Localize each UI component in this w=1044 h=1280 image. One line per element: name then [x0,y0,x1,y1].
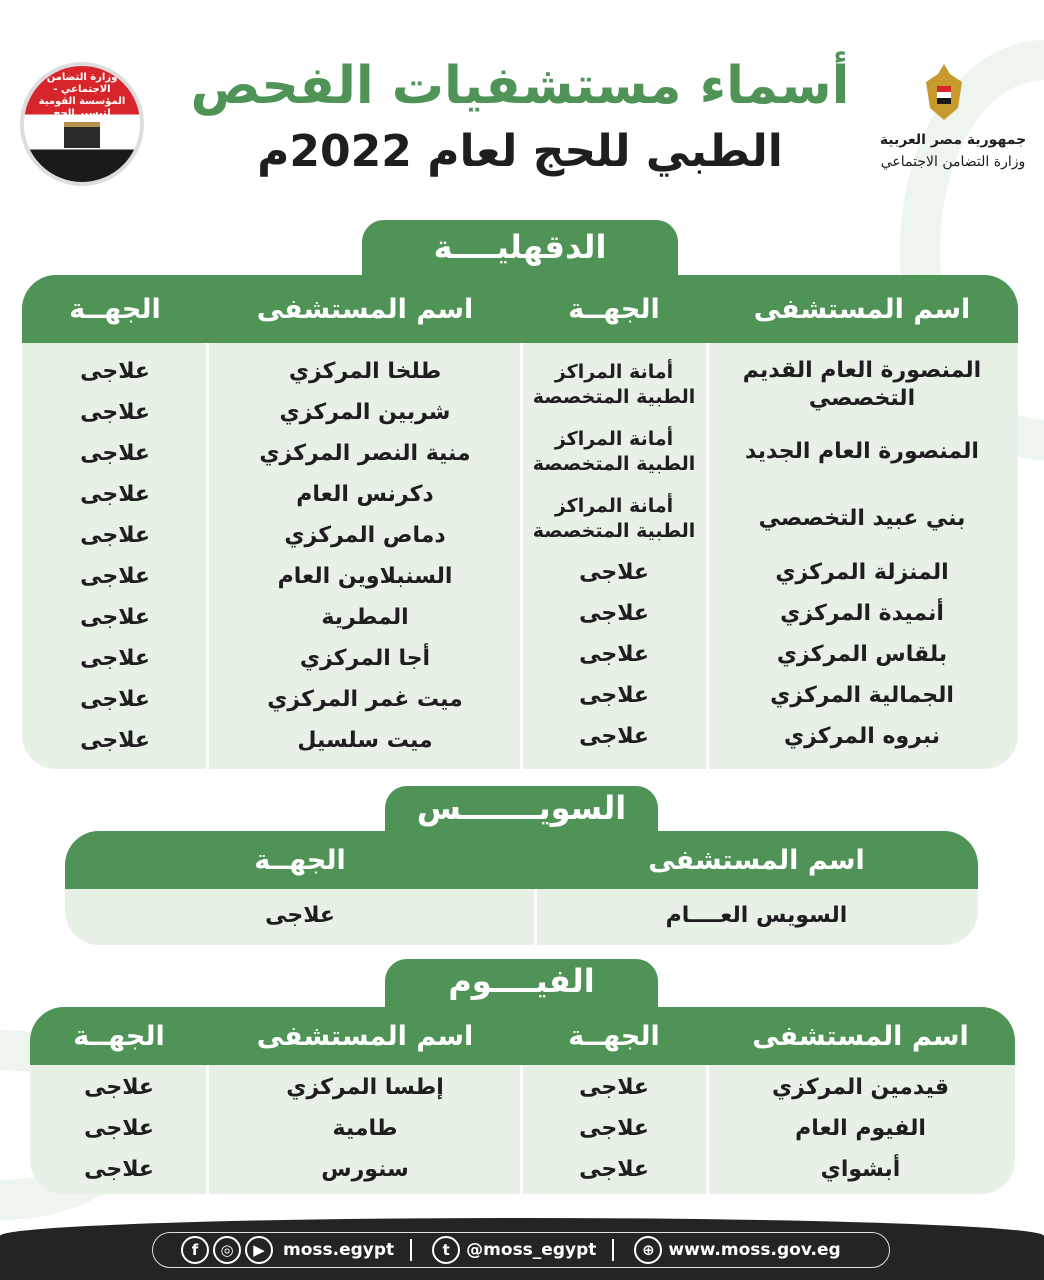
table-header [30,1007,1015,1065]
globe-icon[interactable]: ⊕ [634,1236,662,1264]
entity-cell: علاجى [80,440,150,466]
header-hospital: اسم المستشفى [256,1020,474,1052]
entity-cell: علاجى [80,563,150,589]
entity-cell: علاجى [579,1074,649,1100]
table-row [522,552,1018,593]
table-row [22,392,522,433]
table-row [22,515,522,556]
hospital-name-cell: أبشواي [820,1156,901,1182]
entity-cell: علاجى [265,903,335,929]
header-entity: الجهــة [73,1020,165,1052]
entity-cell: علاجى [579,559,649,585]
hospital-name-cell: السويس العــــام [665,903,848,929]
table-row [522,1108,1015,1149]
social-bar [152,1232,890,1268]
suez-table [65,831,978,945]
hospital-name-cell: منية النصر المركزي [259,440,471,466]
hospital-name-cell: دكرنس العام [296,481,434,507]
hospital-name-cell: إطسا المركزي [286,1074,444,1100]
entity-cell: علاجى [579,641,649,667]
table-row [522,634,1018,675]
hajj-foundation-logo [20,62,144,186]
entity-cell: علاجى [80,399,150,425]
hospital-name-cell: أجا المركزي [299,645,431,671]
hospital-name-cell: المنصورة العام الجديد [745,438,979,464]
entity-cell: علاجى [80,481,150,507]
entity-cell: علاجى [80,686,150,712]
header-entity: الجهــة [568,1020,660,1052]
table-row [30,1149,522,1190]
header-hospital: اسم المستشفى [752,1020,969,1052]
hospital-name-cell: سنورس [321,1156,409,1182]
entity-cell: علاجى [579,723,649,749]
hospital-name-cell: بلقاس المركزي [776,641,948,667]
table-row [22,679,522,720]
table-row [22,638,522,679]
logo-lettering: وزارة التضامن الاجتماعي - المؤسسة القومية لتيسير الحج [38,72,126,119]
entity-cell: علاجى [84,1115,154,1141]
entity-cell: علاجى [84,1156,154,1182]
hospital-name-cell: بني عبيد التخصصي [758,505,966,531]
section-tab-suez: السويـــــــس [385,786,658,836]
divider [410,1239,412,1261]
website-link[interactable]: www.moss.gov.eg [668,1240,841,1260]
section-tab-fayoum: الفيــــوم [385,959,658,1009]
table-row [522,675,1018,716]
hospital-name-cell: الفيوم العام [795,1115,926,1141]
hospital-name-cell: أنميدة المركزي [780,600,944,626]
youtube-icon[interactable]: ▶ [245,1236,273,1264]
entity-cell: أمانة المراكز الطبية المتخصصة [532,360,696,408]
entity-cell: أمانة المراكز الطبية المتخصصة [532,494,696,542]
hospital-name-cell: المطرية [321,604,409,630]
entity-cell: علاجى [80,604,150,630]
facebook-icon[interactable]: f [181,1236,209,1264]
entity-cell: علاجى [579,682,649,708]
table-row [22,597,522,638]
hospital-name-cell: دماص المركزي [284,522,446,548]
fayoum-table [30,1007,1015,1194]
instagram-icon[interactable]: ◎ [213,1236,241,1264]
table-row [30,1067,522,1108]
header-entity: الجهــة [568,293,660,325]
hospital-name-cell: طامية [332,1115,398,1141]
entity-cell: علاجى [579,1115,649,1141]
egypt-eagle-emblem [922,62,966,124]
table-row [522,485,1018,552]
entity-cell: علاجى [80,645,150,671]
dakahlia-table [22,275,1018,769]
table-row [522,593,1018,634]
header-entity: الجهــة [69,293,161,325]
header-hospital: اسم المستشفى [648,844,865,876]
hospital-name-cell: المنصورة العام القديم التخصصي [742,358,982,411]
ministry-name: جمهورية مصر العربية وزارة التضامن الاجتماعي [879,132,1027,170]
section-tab-dakahlia: الدقهليــــة [362,220,678,280]
hospital-name-cell: شربين المركزي [279,399,451,425]
table-row [22,474,522,515]
hospital-name-cell: المنزلة المركزي [775,559,949,585]
entity-cell: علاجى [579,600,649,626]
entity-cell: علاجى [84,1074,154,1100]
hospital-name-cell: السنبلاوين العام [277,563,453,589]
hospital-name-cell: قيدمين المركزي [771,1074,950,1100]
social-handle[interactable]: moss.egypt [283,1240,395,1260]
twitter-handle[interactable]: @moss_egypt [466,1240,597,1260]
kaaba-shape [64,122,100,148]
header-hospital: اسم المستشفى [753,293,971,325]
table-row [22,556,522,597]
twitter-icon[interactable]: t [432,1236,460,1264]
hospital-name-cell: طلخا المركزي [288,358,442,384]
hospital-name-cell: نبروه المركزي [783,723,941,749]
entity-cell: علاجى [579,1156,649,1182]
table-row [522,418,1018,485]
table-row [22,433,522,474]
table-row [522,1149,1015,1190]
hospital-name-cell: الجمالية المركزي [770,682,954,708]
table-row [522,351,1018,418]
entity-cell: علاجى [80,727,150,753]
table-row [30,1108,522,1149]
table-row [65,889,978,943]
entity-cell: علاجى [80,522,150,548]
page-subtitle: الطبي للحج لعام 2022م [257,126,783,177]
header-hospital: اسم المستشفى [256,293,474,325]
content [0,220,1044,1194]
table-header [22,275,1018,343]
entity-cell: علاجى [80,358,150,384]
hospital-name-cell: ميت سلسيل [297,727,433,753]
table-row [22,720,522,761]
table-row [22,351,522,392]
hospital-name-cell: ميت غمر المركزي [267,686,463,712]
table-row [522,716,1018,757]
divider [612,1239,614,1261]
header-entity: الجهــة [254,844,346,876]
table-row [522,1067,1015,1108]
table-header [65,831,978,889]
entity-cell: أمانة المراكز الطبية المتخصصة [532,427,696,475]
page-title: أسماء مستشفيات الفحص [190,56,850,116]
